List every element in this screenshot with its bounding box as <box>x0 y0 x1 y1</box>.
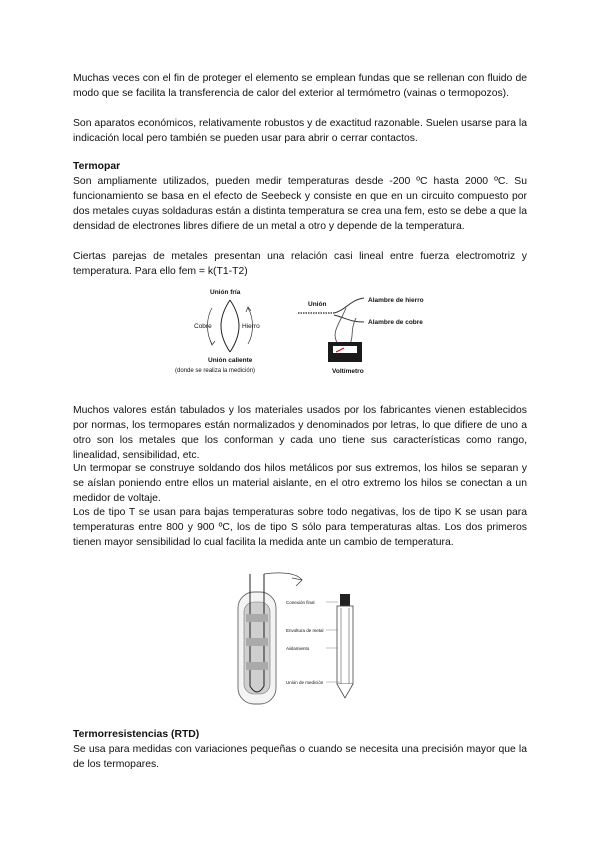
termopar-paragraph-2: Ciertas parejas de metales presentan una relación casi lineal entre fuerza electromotriz y temperatura. Para ello fem = k(T1-T2) <box>73 251 527 277</box>
rtd-heading: Termorresistencias (RTD) <box>73 729 200 740</box>
union-fria-label: Unión fría <box>210 289 241 296</box>
alambre-cobre-label: Alambre de cobre <box>368 319 423 326</box>
thermocouple-probe-figure <box>230 572 370 707</box>
body-paragraph-2: Un termopar se construye soldando dos hilos metálicos por sus extremos, los hilos se separan y se aíslan poniendo entre ellos un material aislante, en el otro extremo los hilos se conectan a un medidor de voltaje. <box>73 463 527 504</box>
alambre-hierro-label: Alambre de hierro <box>368 297 424 304</box>
body-paragraph-3: Los de tipo T se usan para bajas temperaturas sobre todo negativas, los de tipo K se usan para temperaturas entre 800 y 900 ºC, los de tipo S sólo para temperaturas altas. Los dos primeros tienen mayor sensibilidad lo cual facilita la medida ante un cambio de temperatura. <box>73 507 527 548</box>
iron-wire <box>334 298 364 313</box>
probe-connector <box>340 594 350 606</box>
figure1-caption: (donde se realiza la medición) <box>175 368 256 374</box>
termopar-heading: Termopar <box>73 161 121 172</box>
arrow-head-icon <box>210 340 215 345</box>
insulator-band <box>246 662 268 670</box>
intro-paragraph-2: Son aparatos económicos, relativamente robustos y de exactitud razonable. Suelen usarse para la indicación local pero también se pueden usar para abrir o cerrar contactos. <box>73 118 527 144</box>
cobre-label: Cobre <box>194 323 212 330</box>
body-paragraph-1: Muchos valores están tabulados y los materiales usados por los fabricantes vienen establecidos por normas, los termopares están normalizados y denominados por letras, lo que difiere de uno a otro son los metales que los conforman y cada uno tiene sus características como rango, linealidad, sensibilidad, etc. <box>73 405 527 461</box>
probe-label-union: Unión de medición <box>286 680 324 685</box>
insulator-band <box>246 614 268 622</box>
probe-label-aislamiento: Aislamiento <box>286 646 310 651</box>
hierro-label: Hierro <box>242 323 260 330</box>
rtd-paragraph-1: Se usa para medidas con variaciones pequeñas o cuando se necesita una precisión mayor que la de los termopares. <box>73 744 527 770</box>
probe-tip <box>337 684 353 698</box>
union-label: Unión <box>308 301 327 308</box>
insulator-band <box>246 638 268 646</box>
arrow-head-icon <box>292 578 302 586</box>
lead-wire <box>350 318 356 344</box>
voltimetro-label: Voltímetro <box>332 368 364 375</box>
union-caliente-label: Unión caliente <box>208 357 253 364</box>
thermocouple-circuit-figure <box>170 278 470 380</box>
copper-wire <box>334 315 364 322</box>
iron-wire-arc <box>230 300 239 352</box>
probe-label-envoltura: Envoltura de metal <box>286 628 324 633</box>
intro-paragraph-1: Muchas veces con el fin de proteger el elemento se emplean fundas que se rellenan con fluido de modo que se facilita la transferencia de calor del exterior al termómetro (vainas o termopozos). <box>73 73 527 99</box>
probe-label-conexion: Conexión final <box>286 600 315 605</box>
probe-tube <box>337 606 353 684</box>
termopar-paragraph-1: Son ampliamente utilizados, pueden medir temperaturas desde -200 ºC hasta 2000 ºC. Su funcionamiento se basa en el efecto de Seebeck y consiste en que en un circuito compuesto por dos metales cuyas soldaduras están a distinta temperatura se crea una fem, esto se debe a que la densidad de electrones libres difiere de un metal a otro y depende de la temperatura. <box>73 176 527 232</box>
copper-wire-arc <box>221 300 230 352</box>
lead-wire <box>335 308 346 344</box>
